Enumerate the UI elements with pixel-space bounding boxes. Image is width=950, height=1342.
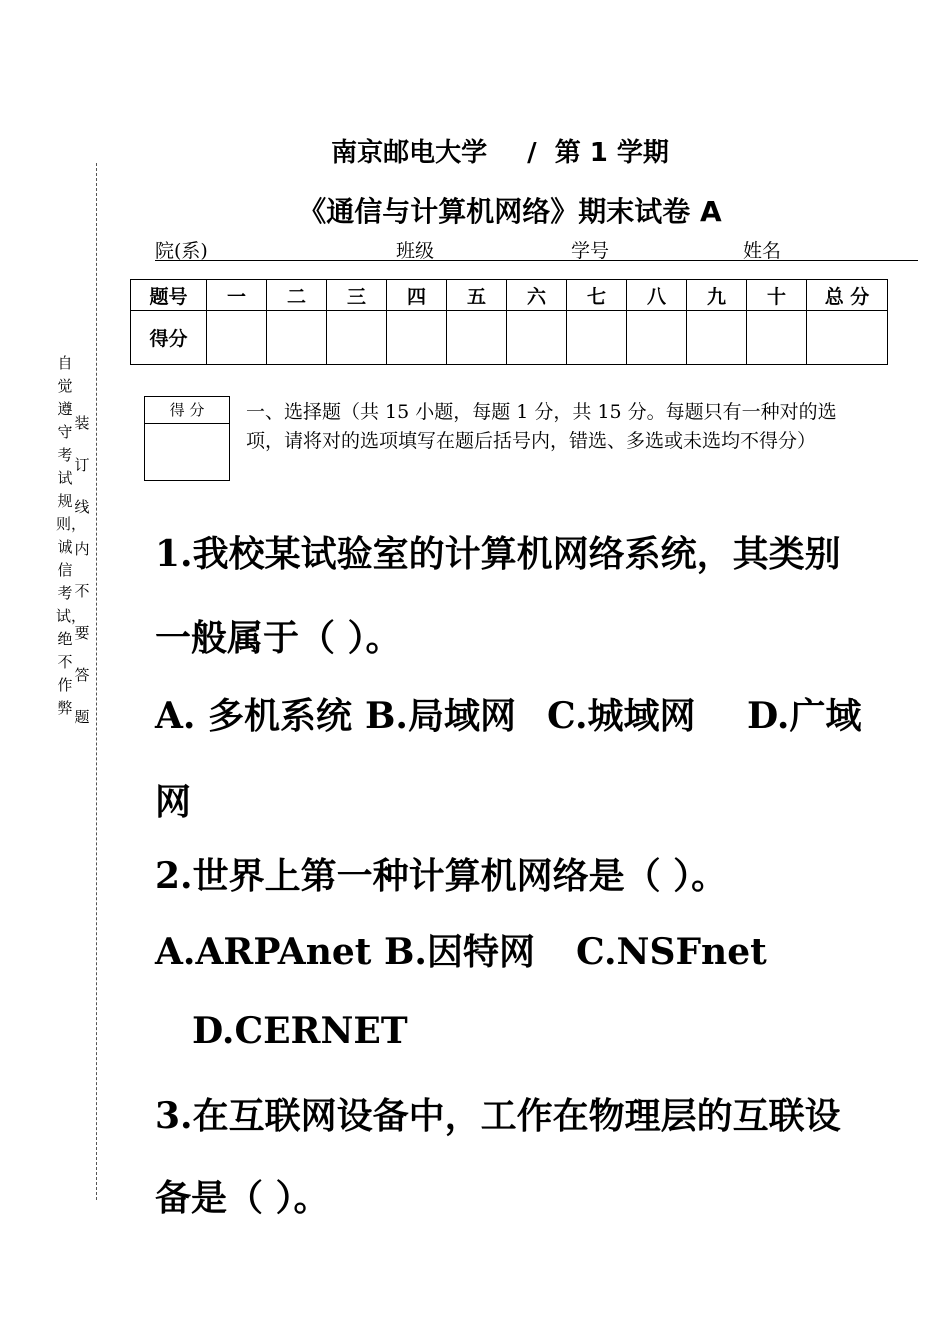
col-header: 十 [747,280,807,311]
question-1-line-1: 1.我校某试验室的计算机网络系统，其类别 [155,533,841,575]
option-a: A. 多机系统 [155,695,352,737]
binding-text-honesty: 自觉遵守考试规则，诚信考试，绝不作弊 [56,354,87,717]
binding-line [96,163,97,1200]
col-header: 六 [507,280,567,311]
col-header: 二 [267,280,327,311]
col-header: 四 [387,280,447,311]
row-header-question: 题号 [131,280,207,311]
score-cell [627,311,687,365]
score-cell [747,311,807,365]
score-cell [387,311,447,365]
question-2-options-wrap: D.CERNET [192,1010,408,1052]
row-header-score: 得分 [131,311,207,365]
score-cell [567,311,627,365]
score-cell [207,311,267,365]
term: 第 1 学期 [554,138,669,168]
exam-title: 《通信与计算机网络》期末试卷 A [298,195,722,228]
option-a: A.ARPAnet [155,931,372,973]
col-header: 三 [327,280,387,311]
section-score-box [144,396,230,481]
section-instructions: 一、选择题（共 15 小题，每题 1 分，共 15 分。每题只有一种对的选项，请将对的选项填写在题后括号内，错选、多选或未选均不得分） [246,401,837,452]
col-header: 一 [207,280,267,311]
score-cell [507,311,567,365]
col-header-total: 总 分 [807,280,888,311]
question-3-line-1: 3.在互联网设备中，工作在物理层的互联设 [155,1095,841,1137]
col-header: 八 [627,280,687,311]
option-c: C.城域网 [547,695,696,737]
question-1-options-wrap: 网 [155,781,192,823]
option-d: D.广域 [747,695,862,737]
page-title [0,132,950,169]
binding-text-no-answer: 装订线内不要答题 [74,414,90,726]
score-table [130,279,888,365]
col-header: 五 [447,280,507,311]
section-score-label: 得 分 [145,397,229,424]
question-2-line-1: 2.世界上第一种计算机网络是（ ）。 [155,855,728,897]
class-label: 班级 [396,240,435,262]
student-info-line [155,236,918,261]
option-b: B.因特网 [384,931,535,973]
question-3-line-2: 备是（ ）。 [155,1177,330,1219]
question-1-options [155,688,875,739]
score-cell-total [807,311,888,365]
option-c: C.NSFnet [576,931,767,973]
university-name: 南京邮电大学 [331,138,488,168]
score-cell [687,311,747,365]
score-cell [267,311,327,365]
question-1-line-2: 一般属于（ ）。 [155,617,402,659]
score-cell [327,311,387,365]
option-b: B.局域网 [365,695,516,737]
col-header: 七 [567,280,627,311]
col-header: 九 [687,280,747,311]
department-label: 院(系) [155,240,208,262]
title-slash: / [527,138,537,168]
score-cell [447,311,507,365]
question-2-options [155,924,875,975]
name-label: 姓名 [743,240,782,262]
student-id-label: 学号 [571,240,610,262]
